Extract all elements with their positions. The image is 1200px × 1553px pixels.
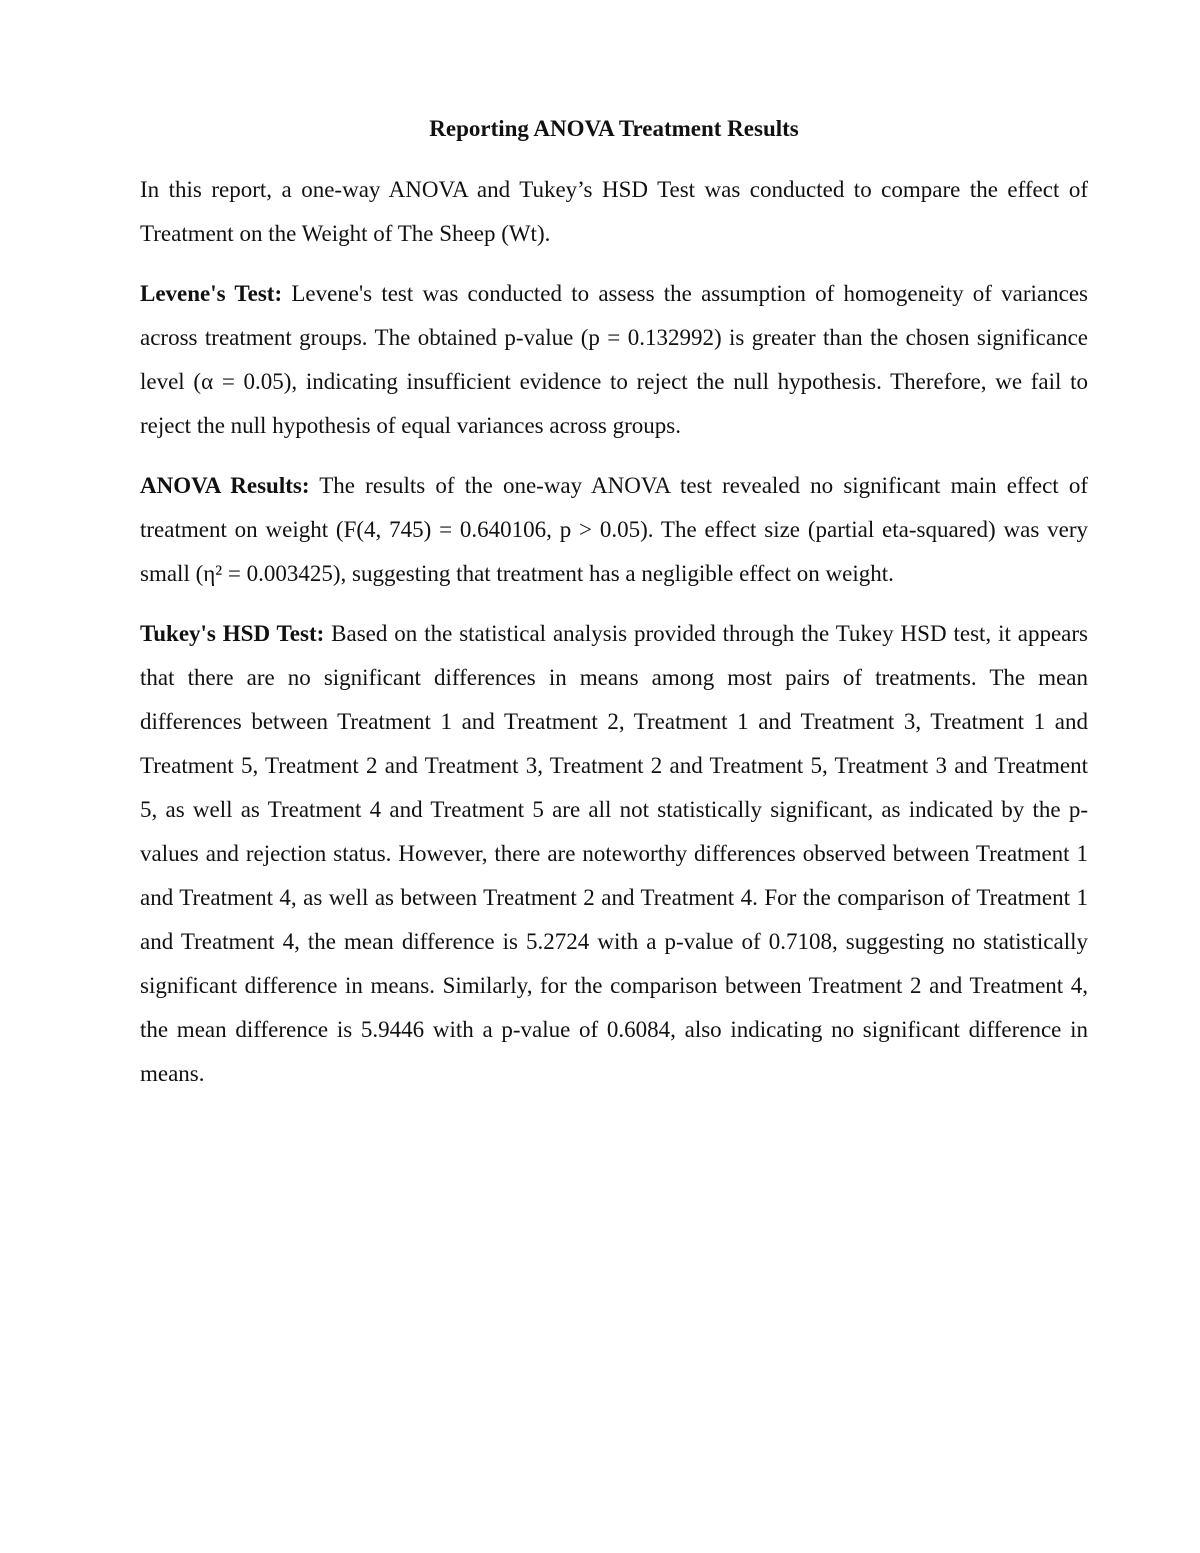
anova-results-paragraph [140,464,1088,596]
intro-paragraph: In this report, a one-way ANOVA and Tukey’s HSD Test was conducted to compare the effect of Treatment on the Weight of The Sheep (Wt). [140,177,1088,246]
anova-results-label: ANOVA Results: [140,473,310,498]
document-title: Reporting ANOVA Treatment Results [429,116,799,141]
tukey-hsd-label: Tukey's HSD Test: [140,621,325,646]
levene-test-text: Levene's test was conducted to assess the assumption of homogeneity of variances across treatment groups. The obtained p-value (p = 0.132992) is greater than the chosen significance level (α = 0.05), indicating insufficient evidence to reject the null hypothesis. Therefore, we fail to reject the null hypothesis of equal variances across groups. [140,281,1089,438]
levene-test-paragraph [140,272,1088,448]
tukey-hsd-text: Based on the statistical analysis provided through the Tukey HSD test, it appears that there are no significant differences in means among most pairs of treatments. The mean differences between Treatment 1 and Treatment 2, Treatment 1 and Treatment 3, Treatment 1 and Treatment 5, Treatment 2 and Treatment 3, Treatment 2 and Treatment 5, Treatment 3 and Treatment 5, as well as Treatment 4 and Treatment 5 are all not statistically significant, as indicated by the p-values and rejection status. However, there are noteworthy differences observed between Treatment 1 and Treatment 4, as well as between Treatment 2 and Treatment 4. For the comparison of Treatment 1 and Treatment 4, the mean difference is 5.2724 with a p-value of 0.7108, suggesting no statistically significant difference in means. Similarly, for the comparison between Treatment 2 and Treatment 4, the mean difference is 5.9446 with a p-value of 0.6084, also indicating no significant difference in means. [140,621,1088,1086]
tukey-hsd-paragraph [140,612,1088,1096]
document-page [140,112,1088,1112]
anova-results-text: The results of the one-way ANOVA test revealed no significant main effect of treatment on weight (F(4, 745) = 0.640106, p > 0.05). The effect size (partial eta-squared) was very small (η² = 0.003425), suggesting that treatment has a negligible effect on weight. [140,473,1088,586]
levene-test-label: Levene's Test: [140,281,283,306]
